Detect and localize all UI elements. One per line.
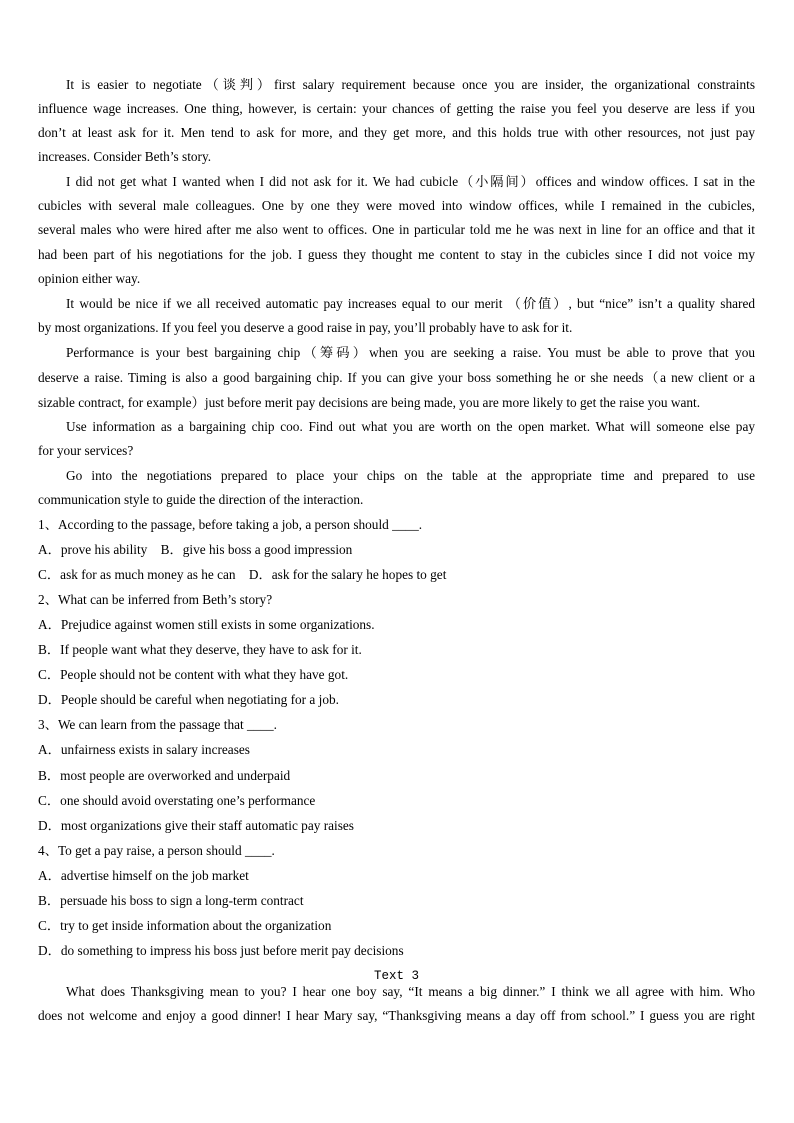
passage-line: It is easier to negotiate（谈判）first salary requirement because once you are insider, the organizational constraints bbox=[66, 77, 755, 92]
passage-line: communication style to guide the direction of the interaction. bbox=[38, 492, 364, 507]
question-line: B．persuade his boss to sign a long-term contract bbox=[38, 892, 304, 908]
answer-option: C．People should not be content with what they have got. bbox=[38, 667, 349, 683]
answer-option: C．ask for as much money as he can D．ask for the salary he hopes to get bbox=[38, 567, 447, 583]
passage-line: Performance is your best bargaining chip（筹码）when you are seeking a raise. You must be able to prove that you bbox=[66, 345, 755, 360]
question-line: 1、According to the passage, before taking a job, a person should ____. bbox=[38, 517, 423, 532]
passage-line: several males who were hired after me also went to offices. One in particular told me he was next in line for an office and that it bbox=[38, 222, 755, 237]
passage-line: I did not get what I wanted when I did not ask for it. We had cubicle（小隔间）offices and window offices. I sat in the bbox=[66, 174, 755, 189]
passage-line: opinion either way. bbox=[38, 271, 141, 286]
passage-line: sizable contract, for example）just before merit pay decisions are being made, you are more likely to get the raise you want. bbox=[38, 395, 701, 410]
passage-line: Go into the negotiations prepared to place your chips on the table at the appropriate time and prepared to use bbox=[66, 468, 755, 483]
answer-option: D．People should be careful when negotiating for a job. bbox=[38, 692, 339, 708]
answer-option: A．Prejudice against women still exists in some organizations. bbox=[38, 617, 375, 633]
answer-option: A．unfairness exists in salary increases bbox=[38, 742, 250, 758]
passage-line: cubicles with several male colleagues. One by one they were moved into window offices, while I remained in the cubicles, bbox=[38, 198, 755, 213]
passage-line: It would be nice if we all received automatic pay increases equal to our merit （价值）, but “nice” isn’t a quality shared bbox=[66, 296, 755, 311]
answer-option: C．one should avoid overstating one’s performance bbox=[38, 792, 316, 808]
answer-option: A．advertise himself on the job market bbox=[38, 867, 249, 883]
passage-line: by most organizations. If you feel you deserve a good raise in pay, you’ll probably have to ask for it. bbox=[38, 320, 573, 335]
passage-line: does not welcome and enjoy a good dinner! I hear Mary say, “Thanksgiving means a day off from school.” I guess you are right bbox=[38, 1008, 755, 1023]
passage-line: increases. Consider Beth’s story. bbox=[38, 149, 212, 164]
passage-line: What does Thanksgiving mean to you? I hear one boy say, “It means a big dinner.” I think we all agree with him. Who bbox=[66, 984, 755, 999]
question-line: 4、To get a pay raise, a person should ____. bbox=[38, 842, 275, 858]
answer-option: D．most organizations give their staff automatic pay raises bbox=[38, 817, 354, 833]
passage-line: influence wage increases. One thing, however, is certain: your chances of getting the raise you feel you deserve are less if you bbox=[38, 101, 755, 116]
passage-line: deserve a raise. Timing is also a good bargaining chip. If you can give your boss something he or she needs（a new client or a bbox=[38, 370, 755, 385]
passage-line: don’t at least ask for it. Men tend to ask for more, and they get more, and this holds true with other resources, not just pay bbox=[38, 125, 755, 140]
section-heading: Text 3 bbox=[373, 969, 419, 983]
answer-option: A．prove his ability B．give his boss a good impression bbox=[38, 542, 353, 558]
answer-option: D．do something to impress his boss just before merit pay decisions bbox=[38, 942, 404, 958]
question-line: 3、We can learn from the passage that ____. bbox=[38, 717, 277, 733]
passage-line: for your services? bbox=[38, 443, 134, 458]
question-line: 2、What can be inferred from Beth’s story? bbox=[38, 592, 273, 608]
question-line: B．If people want what they deserve, they have to ask for it. bbox=[38, 642, 362, 658]
question-line: B．most people are overworked and underpaid bbox=[38, 767, 291, 783]
passage-line: had been part of his negotiations for the job. I guess they thought me content to stay in the cubicles since I did not voice my bbox=[38, 247, 755, 262]
passage-line: Use information as a bargaining chip coo. Find out what you are worth on the open market. What will someone else pay bbox=[66, 419, 755, 434]
answer-option: C．try to get inside information about the organization bbox=[38, 917, 332, 933]
